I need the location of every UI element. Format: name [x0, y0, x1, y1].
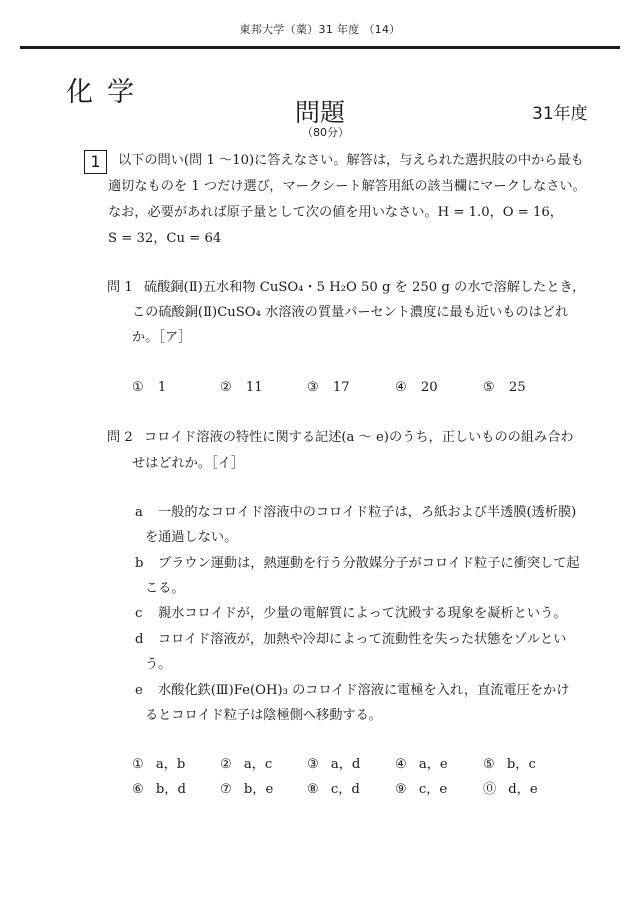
option-mark: ③ [307, 380, 319, 395]
option-value: d，e [508, 782, 538, 797]
option-value: c，e [418, 782, 448, 797]
option-mark: ⑨ [395, 782, 407, 797]
question-text-line: 硫酸銅(Ⅱ)五水和物 CuSO₄・5 H₂O 50 g を 250 g の水で溶解したとき， [144, 280, 586, 295]
statement-key: e [135, 683, 143, 698]
answer-option[interactable] [220, 782, 273, 798]
statement-key: d [135, 632, 144, 647]
answer-option[interactable] [307, 782, 360, 798]
answer-option[interactable] [132, 782, 186, 798]
option-value: 25 [508, 380, 526, 395]
option-value: 17 [332, 380, 350, 395]
question-text-line: この硫酸銅(Ⅱ)CuSO₄ 水溶液の質量パーセント濃度に最も近いものはどれ [132, 305, 569, 320]
answer-option[interactable] [395, 757, 448, 773]
option-value: b，d [155, 782, 186, 797]
statement-line: ブラウン運動は，熱運動を行う分散媒分子がコロイド粒子に衝突して起 [158, 556, 580, 571]
option-mark: ② [220, 380, 232, 395]
running-header: 東邦大学（薬）31 年度 （14） [239, 23, 401, 36]
option-mark: ⑤ [483, 757, 495, 772]
option-value: a，b [155, 757, 186, 772]
question-text-line: か。［ア］ [132, 330, 192, 345]
answer-option[interactable] [395, 380, 438, 396]
option-mark: ④ [395, 757, 407, 772]
instruction-line: 適切なものを 1 つだけ選び，マークシート解答用紙の該当欄にマークしなさい。 [108, 179, 586, 194]
answer-option[interactable] [483, 380, 526, 396]
statement-line: 水酸化鉄(Ⅲ)Fe(OH)₃ のコロイド溶液に電極を入れ，直流電圧をかけ [158, 683, 570, 698]
option-mark: ⑤ [483, 380, 495, 395]
question-text-line: コロイド溶液の特性に関する記述(a ～ e)のうち，正しいものの組み合わ [144, 430, 574, 445]
statement-line: を通過しない。 [145, 530, 238, 545]
answer-option[interactable] [220, 380, 263, 396]
option-value: 1 [157, 380, 167, 395]
option-mark: ① [132, 380, 144, 395]
page-title: 問題 [295, 98, 346, 127]
question-label: 問 2 [107, 430, 133, 445]
header-rule [20, 46, 620, 49]
statement-line: 親水コロイドが，少量の電解質によって沈殿する現象を凝析という。 [158, 606, 567, 621]
answer-option[interactable] [132, 757, 185, 773]
exam-duration: （80分） [302, 126, 349, 139]
statement-key: b [135, 556, 144, 571]
statement-line: う。 [145, 657, 172, 672]
option-mark: ⑦ [220, 782, 232, 797]
statement-line: コロイド溶液が，加熱や冷却によって流動性を失った状態をゾルとい [158, 632, 567, 647]
option-mark: ② [220, 757, 232, 772]
subject-title: 化学 [66, 77, 148, 108]
option-mark: ⑥ [132, 782, 144, 797]
answer-option[interactable] [395, 782, 447, 798]
option-mark: ④ [395, 380, 407, 395]
option-value: c，d [330, 782, 360, 797]
option-value: b，c [506, 757, 536, 772]
answer-option[interactable] [307, 380, 350, 396]
option-mark: ⑧ [307, 782, 319, 797]
instruction-line: なお，必要があれば原子量として次の値を用いなさい。H = 1.0，O = 16， [108, 205, 563, 220]
statement-line: るとコロイド粒子は陰極側へ移動する。 [145, 708, 382, 723]
answer-option[interactable] [483, 782, 538, 798]
option-value: 11 [245, 380, 263, 395]
exam-year: 31年度 [532, 104, 588, 124]
option-value: a，c [243, 757, 273, 772]
option-value: a，d [330, 757, 361, 772]
answer-option[interactable] [307, 757, 360, 773]
option-mark: ⓪ [483, 782, 497, 797]
instruction-line: S = 32，Cu = 64 [108, 231, 222, 246]
section-number-box: 1 [84, 150, 107, 174]
answer-option[interactable] [132, 380, 166, 396]
instruction-line: 以下の問い(問 1 ～10)に答えなさい。解答は，与えられた選択肢の中から最も [118, 153, 584, 168]
option-value: 20 [420, 380, 438, 395]
statement-line: 一般的なコロイド溶液中のコロイド粒子は，ろ紙および半透膜(透析膜) [158, 505, 577, 520]
statement-key: c [135, 606, 143, 621]
option-mark: ① [132, 757, 144, 772]
statement-key: a [135, 505, 143, 520]
question-text-line: せはどれか。［イ］ [132, 456, 245, 471]
option-value: b，e [243, 782, 274, 797]
option-mark: ③ [307, 757, 319, 772]
answer-option[interactable] [483, 757, 536, 773]
question-label: 問 1 [107, 280, 133, 295]
option-value: a，e [418, 757, 448, 772]
statement-line: こる。 [145, 581, 185, 596]
answer-option[interactable] [220, 757, 272, 773]
